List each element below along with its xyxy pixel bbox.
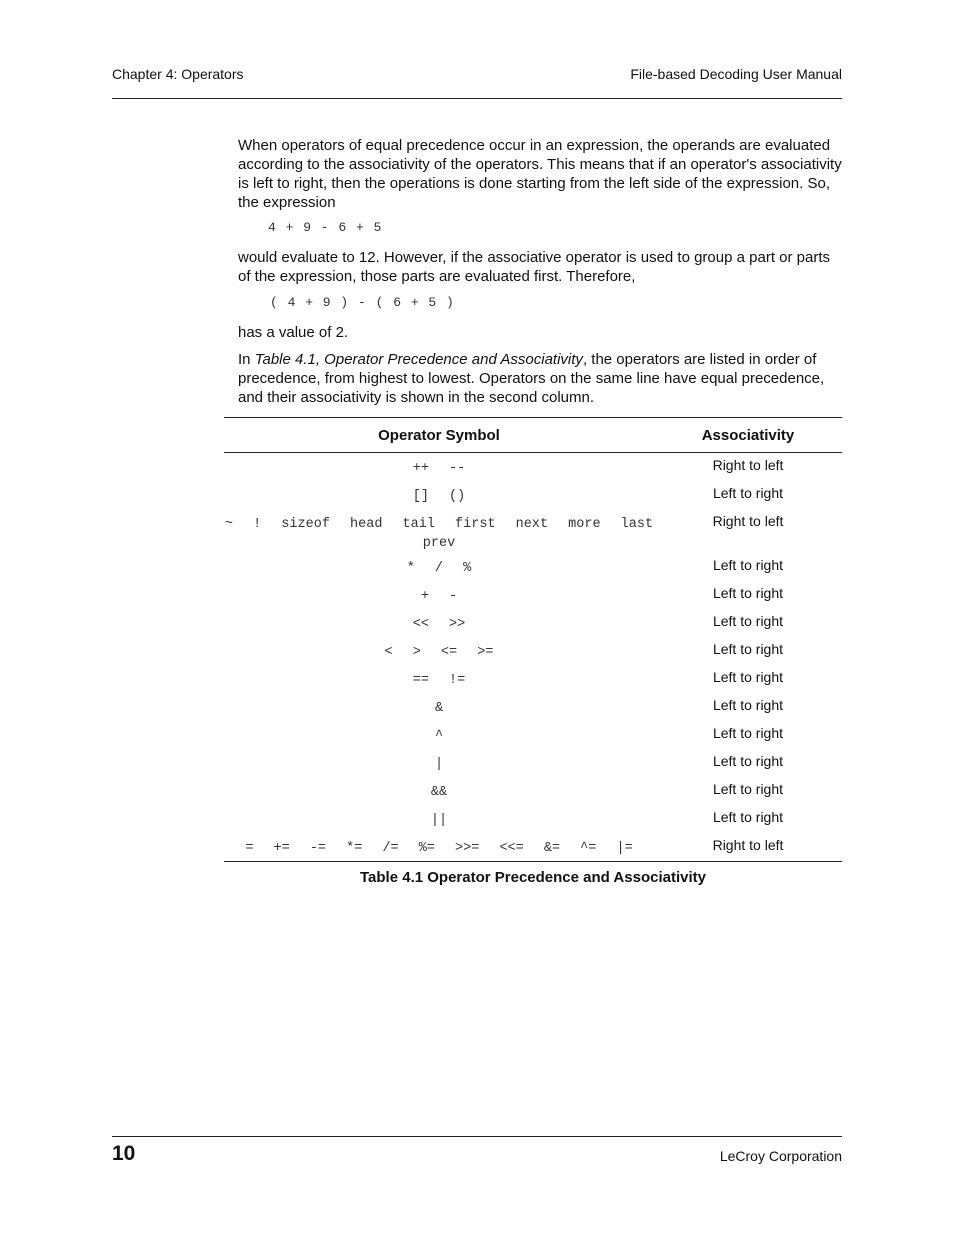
associativity-value: Right to left (712, 513, 784, 529)
table-row (224, 581, 842, 609)
operator-symbols: || (430, 813, 448, 828)
code-example-1: 4 + 9 - 6 + 5 (268, 220, 383, 235)
code-example-2: ( 4 + 9 ) - ( 6 + 5 ) (270, 295, 455, 310)
table-body (224, 453, 842, 862)
associativity-value: Left to right (712, 781, 784, 797)
column-header-operator-symbol: Operator Symbol (224, 418, 654, 453)
table-row (224, 665, 842, 693)
associativity-value: Left to right (712, 809, 784, 825)
operator-symbols: * / % (406, 561, 472, 576)
header-manual-title: File-based Decoding User Manual (630, 66, 842, 82)
column-header-associativity: Associativity (654, 418, 842, 453)
table-row (224, 453, 842, 482)
paragraph-associativity: When operators of equal precedence occur in an expression, the operands are evaluated according to the associativity of the operators. This means that if an operator's associativity is left to right, then the operations is done starting from the left side of the expression. So, the expression (238, 137, 842, 211)
table-caption: Table 4.1 Operator Precedence and Associativity (360, 869, 706, 886)
associativity-value: Left to right (712, 753, 784, 769)
associativity-value: Left to right (712, 585, 784, 601)
operator-symbols: | (434, 757, 444, 772)
associativity-value: Left to right (712, 725, 784, 741)
table-row (224, 609, 842, 637)
page-number: 10 (112, 1142, 136, 1165)
footer-rule (112, 1136, 842, 1137)
associativity-value: Left to right (712, 697, 784, 713)
table-row (224, 749, 842, 777)
associativity-value: Right to left (712, 457, 784, 473)
paragraph-grouping: would evaluate to 12. However, if the associative operator is used to group a part or parts of the expression, those parts are evaluated first. Therefore, (238, 249, 831, 285)
operator-symbols: & (434, 701, 444, 716)
associativity-value: Left to right (712, 557, 784, 573)
table-row (224, 721, 842, 749)
operator-precedence-table (224, 417, 842, 862)
header-chapter: Chapter 4: Operators (112, 66, 244, 82)
operator-symbols: == != (412, 673, 466, 688)
table-row (224, 509, 842, 553)
operator-symbols: && (430, 785, 448, 800)
table-row (224, 833, 842, 862)
header-rule (112, 98, 842, 99)
operator-symbols: + - (420, 589, 458, 604)
table-row (224, 553, 842, 581)
operator-symbols: = += -= *= /= %= >>= <<= &= ^= |= (245, 841, 633, 856)
operator-symbols: ++ -- (412, 461, 466, 476)
associativity-value: Right to left (712, 837, 784, 853)
footer-company: LeCroy Corporation (719, 1148, 842, 1164)
operator-symbols: << >> (412, 617, 466, 632)
associativity-value: Left to right (712, 669, 784, 685)
associativity-value: Left to right (712, 613, 784, 629)
table-reference: Table 4.1, Operator Precedence and Associativity (254, 351, 583, 368)
table-row (224, 481, 842, 509)
table-row (224, 805, 842, 833)
paragraph-table-intro: In Table 4.1, Operator Precedence and Associativity, the operators are listed in order of precedence, from highest to lowest. Operators on the same line have equal precedence, and their associativity is shown in the second column. (238, 351, 825, 406)
operator-symbols: ~ ! sizeof head tail first next more last prev (224, 517, 654, 551)
operator-symbols: ^ (434, 729, 444, 744)
operator-symbols: < > <= >= (384, 645, 494, 660)
table-row (224, 637, 842, 665)
table-row (224, 777, 842, 805)
paragraph-value: has a value of 2. (238, 324, 349, 341)
associativity-value: Left to right (712, 641, 784, 657)
table-row (224, 693, 842, 721)
associativity-value: Left to right (712, 485, 784, 501)
operator-symbols: [] () (412, 489, 466, 504)
